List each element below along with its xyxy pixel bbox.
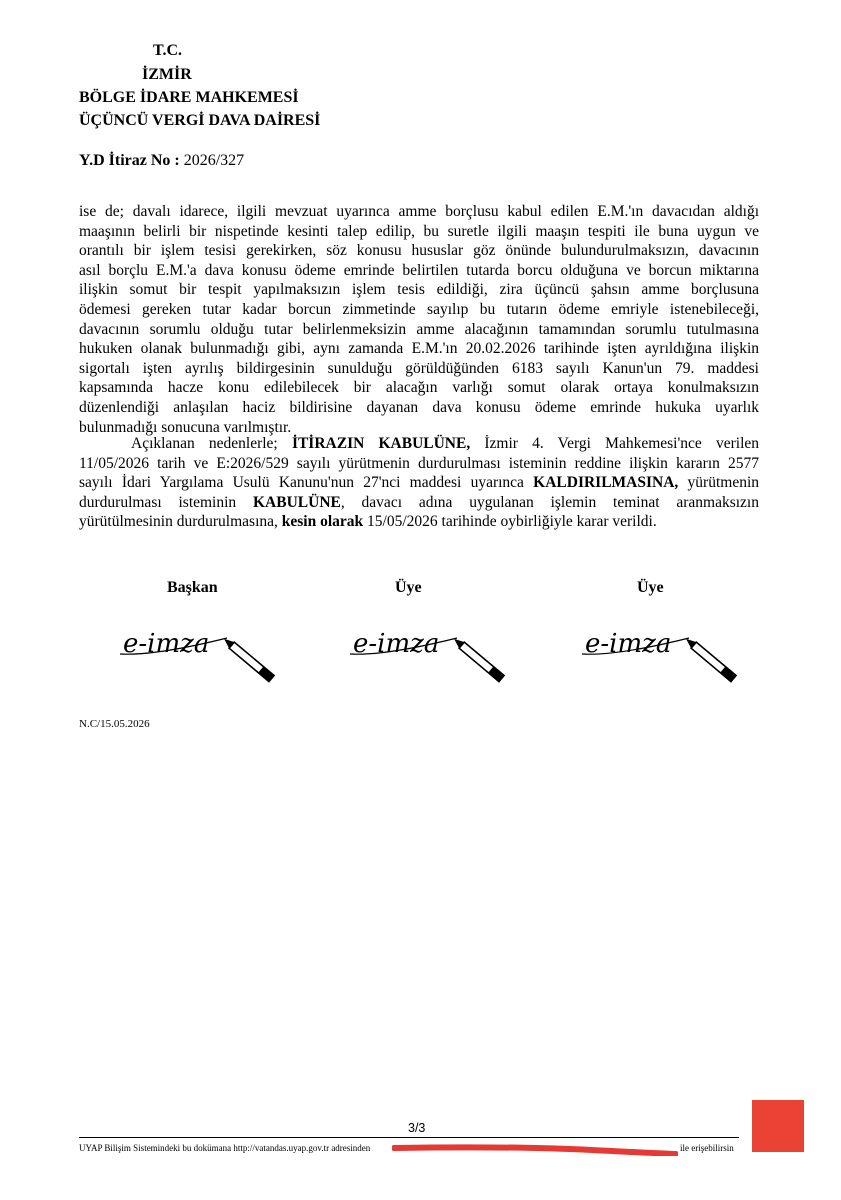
reasoning-paragraph (79, 202, 759, 437)
signature-label-president: Başkan (167, 579, 218, 596)
decision-annulment: KALDIRILMASINA, (533, 474, 679, 492)
signature-label-member-2: Üye (637, 579, 664, 596)
decision-approval: KABULÜNE (253, 493, 341, 511)
text-run: Açıklanan nedenlerle; (131, 435, 292, 452)
decision-line-5 (79, 512, 759, 532)
footer-verification-text: UYAP Bilişim Sistemindeki bu dokümana http://vatandas.uyap.gov.tr adresinden (79, 1143, 371, 1153)
case-number (79, 152, 244, 170)
e-signature-icon (577, 620, 752, 690)
paragraph-line: davacının sorumlu olduğu tutar belirlenmeksizin amme alacağının tamamından sorumlu tutulmasına (79, 320, 759, 338)
paragraph-line: asıl borçlu E.M.'a dava konusu ödeme emrinde belirtilen tutarda borcu olduğuna ve borcun miktarına (79, 261, 759, 279)
e-signature-icon (115, 620, 290, 690)
footer-divider (79, 1137, 739, 1138)
paragraph-line: ilişkin somut bir tespit yapılmaksızın işlem tesis edildiği, zira üçüncü şahsın amme borçlusuna (79, 281, 759, 299)
decision-line-2: 11/05/2026 tarih ve E:2026/529 sayılı yürütmenin durdurulması isteminin reddine ilişkin kararın 2577 (79, 454, 759, 472)
page-number: 3/3 (408, 1121, 426, 1135)
paragraph-line: sigortalı işten ayrılış bildirgesinin sunulduğu görüldüğünden 6183 sayılı Kanun'un 79. maddesi (79, 359, 759, 377)
text-run: sayılı İdari Yargılama Usulü Kanunu'nun 27'nci maddesi uyarınca (79, 474, 534, 492)
decision-line-1 (79, 434, 759, 454)
paragraph-line: bulunmadığı sonucuna varılmıştır. (79, 418, 292, 436)
paragraph-line: maaşının belirli bir nispetinde kesinti talep edilip, bu suretle ilgili maaşın tespiti ile buna uygun ve (79, 222, 759, 240)
text-run: yürütülmesinin durdurulmasına, (79, 513, 282, 531)
decision-paragraph (79, 434, 759, 532)
e-signature-text: e-imza (123, 629, 210, 659)
document-code: N.C/15.05.2026 (79, 718, 150, 730)
paragraph-line: orantılı bir işlem tesisi gerekirken, söz konusu hususlar göz önünde bulundurulmaksızın, davacının (79, 242, 759, 260)
decision-acceptance: İTİRAZIN KABULÜNE, (291, 435, 471, 452)
text-run: 15/05/2026 tarihinde oybirliğiyle karar verildi. (363, 513, 657, 531)
text-run: durdurulması isteminin (79, 493, 253, 511)
e-signature-text: e-imza (353, 629, 440, 659)
header-department: ÜÇÜNCÜ VERGİ DAVA DAİRESİ (79, 112, 321, 129)
text-run: , davacı adına uygulanan işlemin teminat aranmaksızın (340, 493, 759, 511)
text-run: İzmir 4. Vergi Mahkemesi'nce verilen (470, 435, 760, 452)
decision-line-3 (79, 473, 759, 493)
paragraph-line: ise de; davalı idarece, ilgili mevzuat uyarınca amme borçlusu kabul edilen E.M.'ın davacıdan aldığı (79, 203, 759, 220)
paragraph-line: ödemesi gereken tutar kadar borcun zimmetinde sayılıp bu tutarın ödeme emriyle istenebileceği, (79, 300, 759, 318)
header-tc: T.C. (153, 42, 183, 59)
paragraph-line: düzenlendiği anlaşılan haciz bildirisine dayanan dava konusu ödeme emrinde hukuka uyarlık (79, 398, 759, 416)
redacted-qr-code (752, 1100, 804, 1152)
footer-access-text: ile erişebilirsin (680, 1143, 734, 1153)
decision-final: kesin olarak (281, 513, 364, 531)
signature-label-member-1: Üye (395, 579, 422, 596)
paragraph-line: hukuken olanak bulunmadığı gibi, aynı zamanda E.M.'ın 20.02.2026 tarihinde işten ayrıldığına ilişkin (79, 340, 759, 358)
e-signature-text: e-imza (585, 629, 672, 659)
header-court: BÖLGE İDARE MAHKEMESİ (79, 89, 299, 106)
paragraph-line: kapsamında hacze konu edilebilecek bir alacağın varlığı somut olarak ortaya konulmaksızın (79, 379, 759, 397)
text-run: yürütmenin (678, 474, 759, 492)
redaction-mark (392, 1142, 678, 1156)
header-city: İZMİR (142, 66, 192, 83)
case-number-value: 2026/327 (183, 152, 245, 169)
e-signature-icon (345, 620, 520, 690)
case-number-label: Y.D İtiraz No : (79, 152, 180, 169)
decision-line-4 (79, 493, 759, 513)
